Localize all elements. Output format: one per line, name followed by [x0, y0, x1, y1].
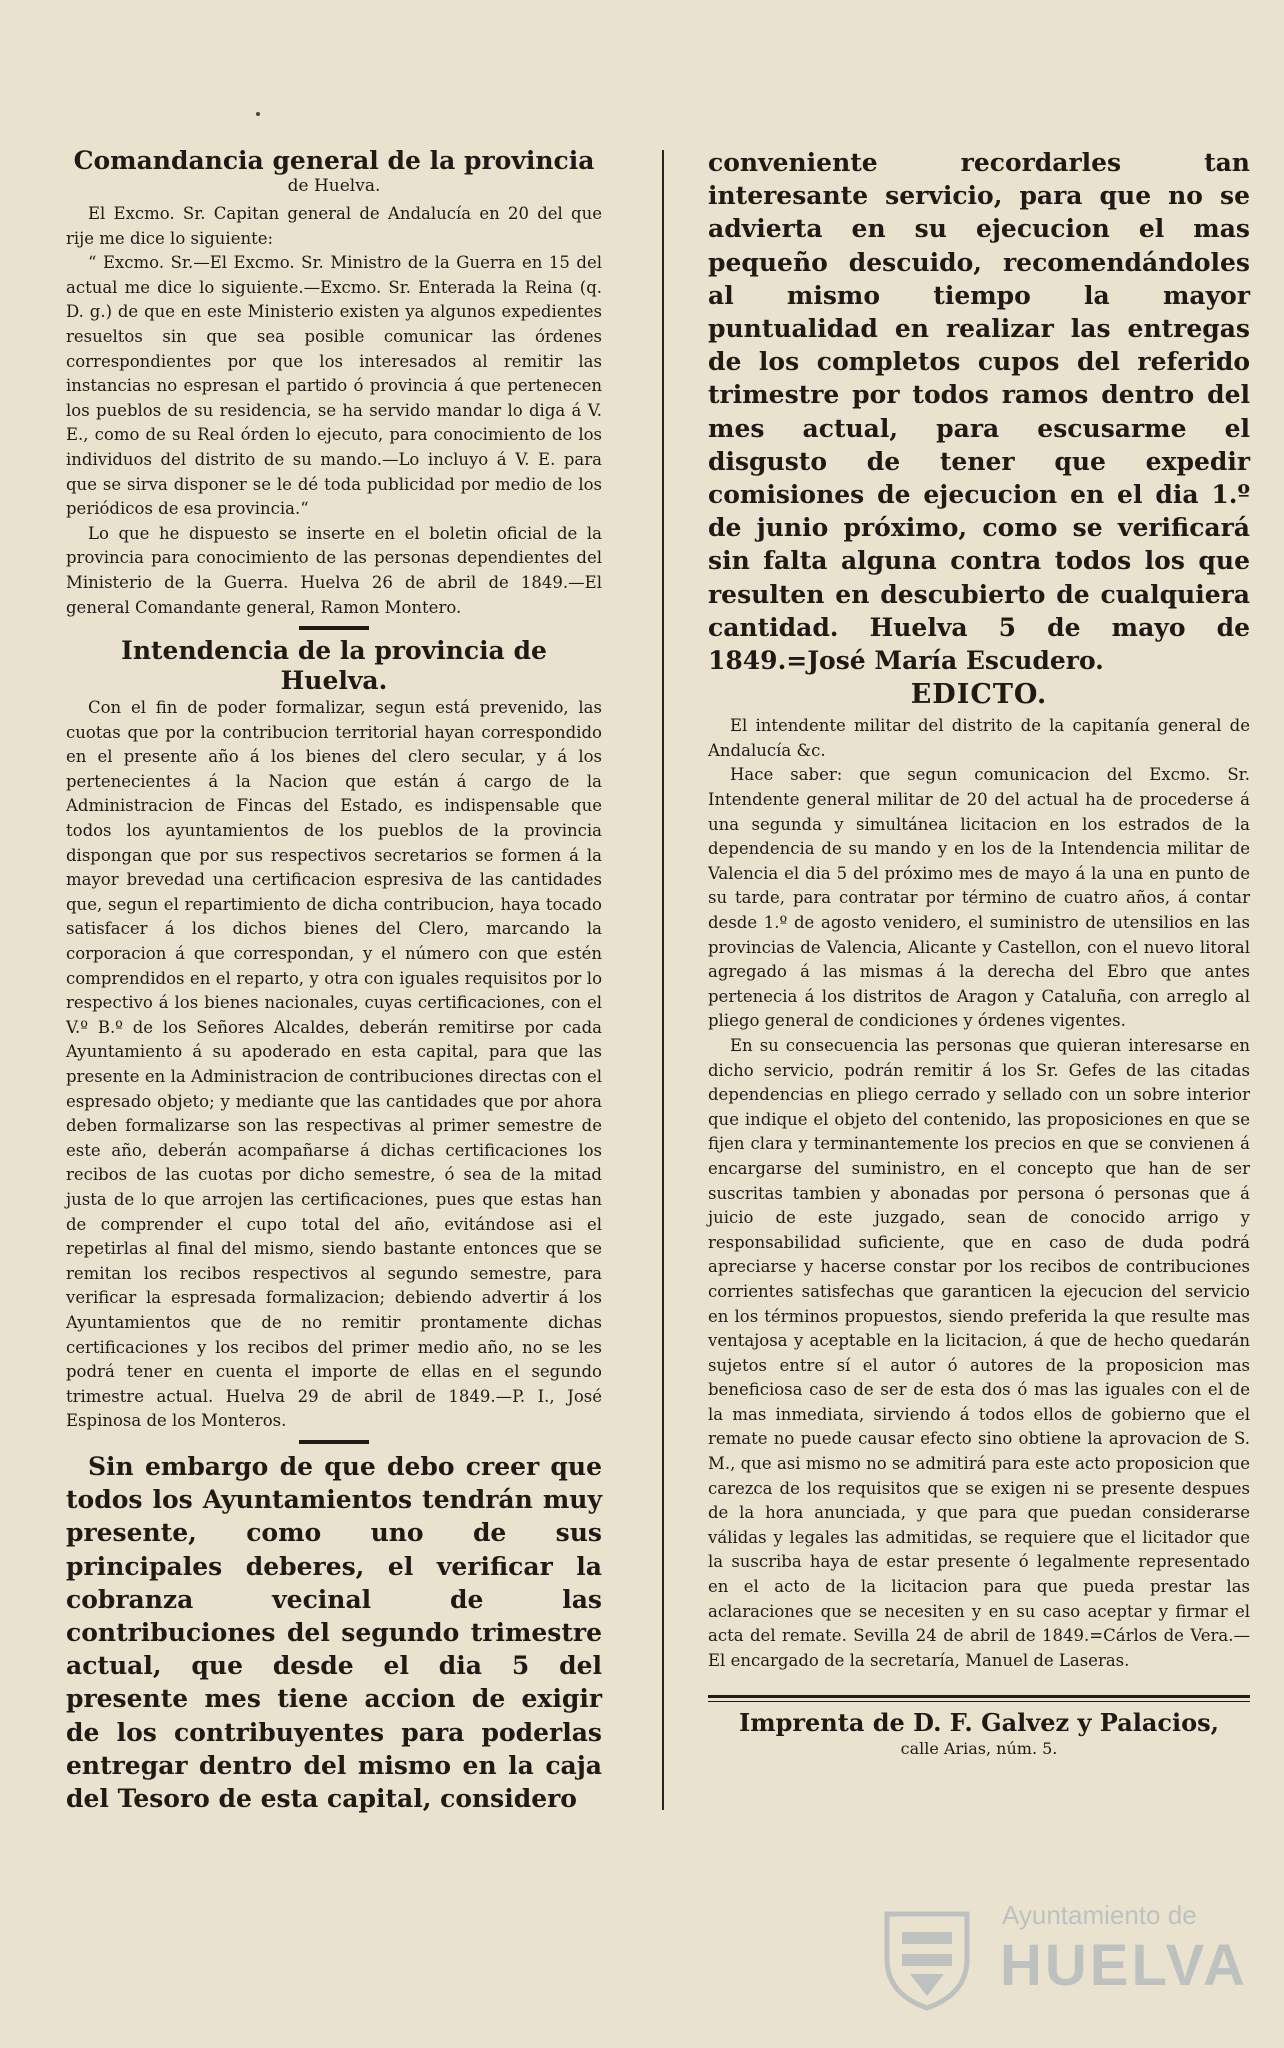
section-rule — [299, 1440, 369, 1444]
section-rule — [299, 626, 369, 630]
right-column — [708, 146, 1250, 1758]
comandancia-heading: Comandancia general de la provincia — [73, 146, 595, 175]
city-crest-icon — [872, 1904, 982, 2014]
edicto-heading: EDICTO. — [910, 679, 1048, 711]
imprint-line: Imprenta de D. F. Galvez y Palacios, — [738, 1708, 1220, 1738]
comandancia-paragraph-2: “ Excmo. Sr.—El Excmo. Sr. Ministro de la Guerra en 15 del actual me dice lo siguiente.—Excmo. Sr. Enterada la Reina (q. D. g.) de que en este Ministerio existen ya algunos expedientes resueltos sin que sea posible comunicar las órdenes correspondientes por que los interesados al remitir las instancias no espresan el partido ó provincia á que pertenecen los pueblos de su residencia, se ha servido mandar lo diga á V. E., como de su Real órden lo ejecuto, para conocimiento de los individuos del distrito de su mando.—Lo incluyo á V. E. para que se sirva disponer se le dé toda publicidad por medio de los periódicos de esa provincia.“ — [66, 253, 602, 519]
intendencia-heading: Intendencia de la provincia de Huelva. — [121, 636, 547, 696]
watermark-line-2: HUELVA — [1000, 1933, 1248, 1998]
edicto-paragraph-3: En su consecuencia las personas que quieran interesarse en dicho servicio, podrán remitir á los Sr. Gefes de las citadas dependencias en pliego cerrado y sellado con un sobre interior que indique el objeto del contenido, las proposiciones en que se fijen clara y terminantemente los precios en que se convienen á encargarse del suministro, en el concepto que han de ser suscritas tambien y abonadas por persona ó personas que á juicio de este juzgado, sean de conocido arrigo y responsabilidad suficiente, que en caso de duda podrá apreciarse y hacerse constar por los recibos de contribuciones corrientes satisfechas que garanticen la ejecucion del servicio en los términos propuestos, siendo preferida la que resulte mas ventajosa y aceptable en la licitacion, á que de hecho quedarán sujetos entre sí el autor ó autores de la proposicion mas beneficiosa caso de ser de esta dos ó mas las iguales con el de la mas inmediata, sirviendo á todos ellos de gobierno que el remate no puede causar efecto sino obtiene la aprovacion de S. M., que asi mismo no se admitirá para este acto proposicion que carezca de los requisitos que se exigen ni se presente despues de la hora anunciada, y que para que puedan considerarse válidas y legales las admitidas, se requiere que el licitador que la suscriba haya de estar presente ó legalmente representado en el acto de la licitacion para que pueda prestar las aclaraciones que se necesiten y en su caso aceptar y firmar el acta del remate. Sevilla 24 de abril de 1849.=Cárlos de Vera.—El encargado de la secretaría, Manuel de Laseras. — [708, 1035, 1250, 1670]
edicto-paragraph-1: El intendente militar del distrito de la capitanía general de Andalucía &c. — [708, 716, 1250, 760]
column-divider — [662, 150, 664, 1810]
ink-speck — [256, 112, 260, 116]
left-column — [66, 146, 602, 1815]
intendencia-paragraph: Con el fin de poder formalizar, segun está prevenido, las cuotas que por la contribucion territorial hayan correspondido en el presente año á los bienes del clero secular, y á los pertenecientes á la Nacion que están á cargo de la Administracion de Fincas del Estado, es indispensable que todos los ayuntamientos de los pueblos de la provincia dispongan que por sus respectivos secretarios se formen á la mayor brevedad una certificacion espresiva de las cantidades que, segun el repartimiento de dicha contribucion, haya tocado satisfacer á los dichos bienes del Clero, marcando la corporacion á que correspondan, y el número con que estén comprendidos en el reparto, y otra con iguales requisitos por lo respectivo á los bienes nacionales, cuyas certificaciones, con el V.º B.º de los Señores Alcaldes, deberán remitirse por cada Ayuntamiento á su apoderado en esta capital, para que las presente en la Administracion de contribuciones directas con el espresado objeto; y mediante que las cantidades que por ahora deben formalizarse son las respectivas al primer semestre de este año, deberán acompañarse á dichas certificaciones los recibos de las cuotas por dicho semestre, ó sea de la mitad justa de lo que arrojen las certificaciones, pues que estas han de comprender el cupo total del año, evitándose asi el repetirlas al final del mismo, siendo bastante entonces que se remitan los recibos respectivos al segundo semestre, para verificar la espresada formalizacion; debiendo advertir á los Ayuntamientos que de no remitir prontamente dichas certificaciones y los recibos del primer medio año, no se les podrá tener en cuenta el importe de ellas en el segundo trimestre actual. Huelva 29 de abril de 1849.—P. I., José Espinosa de los Monteros. — [66, 698, 602, 1431]
notice-bold-continuation: conveniente recordarles tan interesante servicio, para que no se advierta en su ejecucion el mas pequeño descuido, recomendándoles al mismo tiempo la mayor puntualidad en realizar las entregas de los completos cupos del referido trimestre por todos ramos dentro del mes actual, para escusarme el disgusto de tener que expedir comisiones de ejecucion en el dia 1.º de junio próximo, como se verificará sin falta alguna contra todos los que resulten en descubierto de cualquiera cantidad. Huelva 5 de mayo de 1849.=José María Escudero. — [708, 148, 1250, 676]
watermark-stamp — [872, 1900, 1248, 2020]
watermark-line-1: Ayuntamiento de — [1002, 1900, 1197, 1930]
comandancia-paragraph-1: El Excmo. Sr. Capitan general de Andalucía en 20 del que rije me dice lo siguiente: — [66, 204, 602, 248]
imprint-address: calle Arias, núm. 5. — [900, 1739, 1058, 1759]
notice-bold-paragraph: Sin embargo de que debo creer que todos los Ayuntamientos tendrán muy presente, como uno de sus principales deberes, el verificar la cobranza vecinal de las contribuciones del segundo trimestre actual, que desde el dia 5 del presente mes tiene accion de exigir de los contribuyentes para poderlas entregar dentro del mismo en la caja del Tesoro de esta capital, considero — [66, 1451, 602, 1813]
comandancia-paragraph-3: Lo que he dispuesto se inserte en el boletin oficial de la provincia para conocimiento de las personas dependientes del Ministerio de la Guerra. Huelva 26 de abril de 1849.—El general Comandante general, Ramon Montero. — [66, 523, 602, 617]
imprint-double-rule — [708, 1695, 1250, 1702]
edicto-paragraph-2: Hace saber: que segun comunicacion del Excmo. Sr. Intendente general militar de 20 del actual ha de procederse á una segunda y simultánea licitacion en los estrados de la dependencia de su mando y en los de la Intendencia militar de Valencia el dia 5 del próximo mes de mayo á la una en punto de su tarde, para contratar por término de cuatro años, á contar desde 1.º de agosto venidero, el suministro de utensilios en las provincias de Valencia, Alicante y Castellon, con el nuevo litoral agregado á las mismas á la derecha del Ebro que antes pertenecia á los distritos de Aragon y Cataluña, con arreglo al pliego general de condiciones y órdenes vigentes. — [708, 765, 1250, 1031]
comandancia-subheading: de Huelva. — [287, 176, 381, 196]
